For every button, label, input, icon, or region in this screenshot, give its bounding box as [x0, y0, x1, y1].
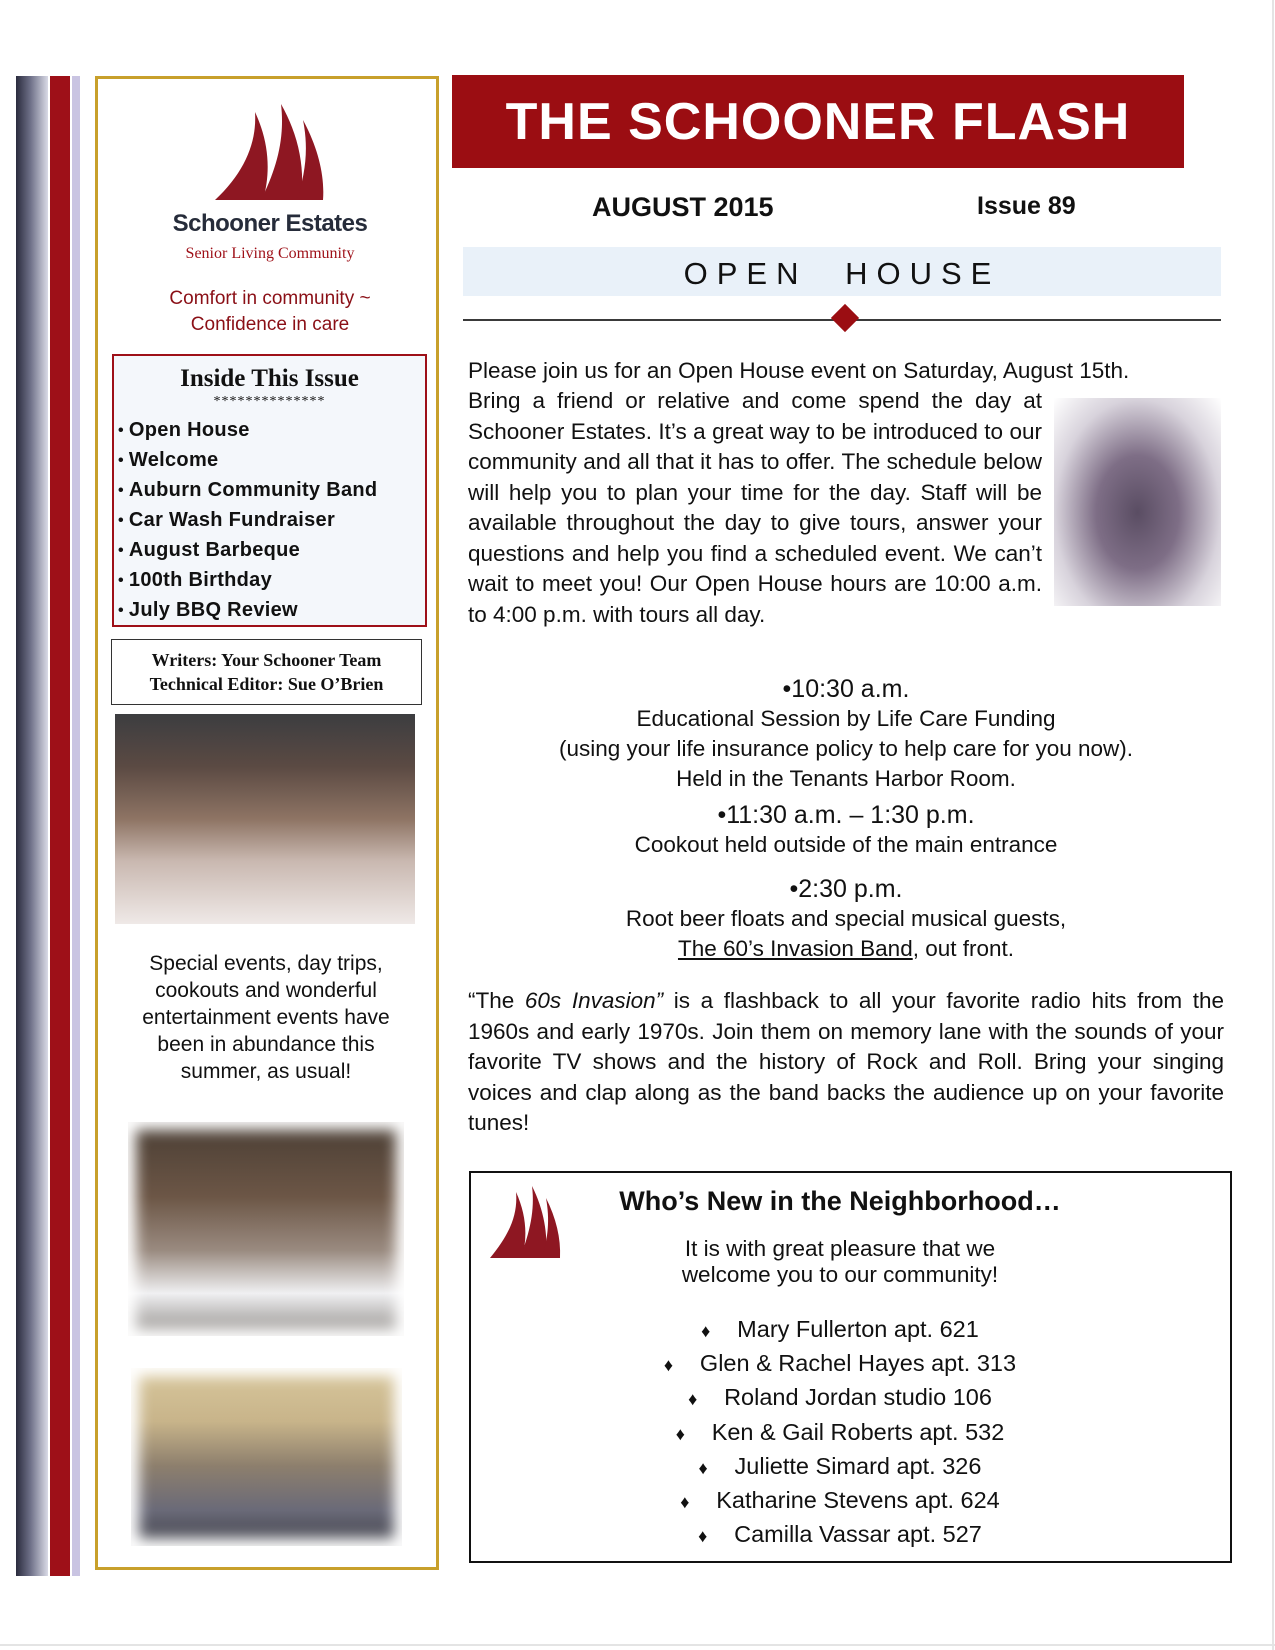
whos-new-subtitle-line-1: It is with great pleasure that we: [684, 1236, 996, 1261]
whos-new-subtitle-line-2: welcome you to our community!: [681, 1262, 999, 1287]
residents-table-photo: [128, 1122, 404, 1336]
section-title-open-house: OPEN HOUSE: [683, 256, 1001, 291]
band-name: The 60’s Invasion Band: [677, 936, 913, 961]
diamond-bullet-icon: ♦: [698, 1457, 708, 1478]
sidebar-caption: Special events, day trips, cookouts and wonderful entertainment events have been in abundance this summer, as usual!: [142, 952, 390, 1083]
new-residents-list: [560, 1313, 1120, 1552]
brand-name: Schooner Estates: [172, 210, 368, 237]
schedule-line: (using your life insurance policy to help care for you now).: [558, 736, 1134, 761]
invasion-quote-open: “The: [468, 988, 525, 1013]
editor-credit: Technical Editor: Sue O’Brien: [149, 674, 384, 694]
diamond-bullet-icon: ♦: [680, 1492, 690, 1513]
schedule-line: Held in the Tenants Harbor Room.: [676, 766, 1016, 791]
band-photo: [1054, 398, 1221, 606]
event-schedule: [468, 674, 1224, 964]
tagline-line-1: Comfort in community ~: [169, 288, 371, 309]
schooner-sail-logo: [205, 102, 335, 212]
inside-issue-list: [118, 416, 377, 626]
resident-item: [560, 1450, 1120, 1484]
resident-name: Juliette Simard apt. 326: [734, 1452, 982, 1479]
resident-name: Camilla Vassar apt. 527: [734, 1521, 982, 1548]
guitar-performance-photo: [131, 1368, 402, 1546]
intro-first-line: Please join us for an Open House event on Saturday, August 15th.: [468, 358, 1130, 383]
diamond-bullet-icon: ♦: [663, 1355, 674, 1376]
left-stripe-light: [72, 76, 80, 1576]
diamond-bullet-icon: ♦: [688, 1389, 698, 1410]
whos-new-subtitle: [560, 1236, 1120, 1288]
resident-name: Glen & Rachel Hayes apt. 313: [699, 1350, 1017, 1377]
resident-name: Mary Fullerton apt. 621: [737, 1316, 979, 1342]
schedule-time: •2:30 p.m.: [789, 875, 903, 903]
band-suffix: , out front.: [912, 936, 1015, 961]
resident-item: [560, 1313, 1120, 1347]
resident-name: Roland Jordan studio 106: [724, 1384, 992, 1411]
schedule-line: Educational Session by Life Care Funding: [636, 706, 1056, 731]
diamond-bullet-icon: ♦: [675, 1423, 685, 1444]
resident-item: [560, 1484, 1120, 1518]
schedule-line: Cookout held outside of the main entrance: [634, 832, 1058, 857]
brand-tagline: [120, 286, 420, 338]
schedule-line-band: [468, 934, 1224, 964]
schedule-line: Root beer floats and special musical guests,: [625, 906, 1067, 931]
whos-new-title: Who’s New in the Neighborhood…: [619, 1186, 1061, 1216]
schedule-time: •11:30 a.m. – 1:30 p.m.: [717, 801, 975, 829]
schedule-entry: [468, 874, 1224, 964]
diamond-bullet-icon: ♦: [701, 1321, 711, 1341]
tagline-line-2: Confidence in care: [190, 314, 350, 335]
page-edge-bottom: [0, 1644, 1275, 1646]
schedule-entry: [468, 800, 1224, 860]
resident-item: [560, 1381, 1120, 1415]
schooner-sail-logo-small: [486, 1186, 566, 1266]
diamond-ornament-icon: [831, 304, 859, 332]
resident-name: Ken & Gail Roberts apt. 532: [711, 1418, 1005, 1445]
page-edge-right: [1272, 0, 1274, 1650]
issue-item: • Auburn Community Band: [118, 476, 377, 506]
invasion-title-italic: 60s Invasion”: [524, 988, 664, 1013]
invasion-body: is a flashback to all your favorite radio hits from the 1960s and early 1970s. Join them on memory lane with the sounds of your favorite TV shows and the history of Rock and Roll. Bring your singing voices and clap along as the band backs the audience up on your favorite tunes!: [468, 988, 1225, 1135]
diamond-bullet-icon: ♦: [698, 1526, 708, 1547]
resident-item: [560, 1416, 1120, 1450]
issue-item: • August Barbeque: [118, 536, 377, 566]
invasion-paragraph: [468, 986, 1224, 1139]
issue-item: • Car Wash Fundraiser: [118, 506, 377, 536]
resident-item: [560, 1347, 1120, 1381]
resident-item: [560, 1518, 1120, 1552]
inside-divider-stars: **************: [213, 394, 326, 409]
issue-item: • Open House: [118, 416, 377, 446]
issue-date: AUGUST 2015: [592, 192, 774, 222]
credits-text: [111, 648, 422, 696]
schedule-time: •10:30 a.m.: [782, 675, 910, 703]
left-stripe-gradient: [16, 76, 48, 1576]
issue-number: Issue 89: [977, 192, 1076, 220]
newsletter-title: THE SCHOONER FLASH: [505, 93, 1131, 151]
resident-name: Katharine Stevens apt. 624: [716, 1487, 1000, 1514]
issue-item: • 100th Birthday: [118, 566, 377, 596]
intro-paragraph: Bring a friend or relative and come spend the day at Schooner Estates. It’s a great way to be introduced to our community and all that it has to offer. The schedule below will help you to plan your time for the day. Staff will be available throughout the day to give tours, answer your questions and help you find a scheduled event. We can’t wait to meet you! Our Open House hours are 10:00 a.m. to 4:00 p.m. with tours all day.: [468, 388, 1042, 627]
issue-item: • July BBQ Review: [118, 596, 377, 626]
schedule-entry: [468, 674, 1224, 794]
inside-this-issue-title: Inside This Issue: [180, 365, 359, 392]
left-stripe-red: [50, 76, 70, 1576]
brand-subtitle: Senior Living Community: [185, 245, 355, 262]
issue-item: • Welcome: [118, 446, 377, 476]
writers-credit: Writers: Your Schooner Team: [151, 650, 382, 670]
dining-hall-photo: [115, 714, 415, 924]
